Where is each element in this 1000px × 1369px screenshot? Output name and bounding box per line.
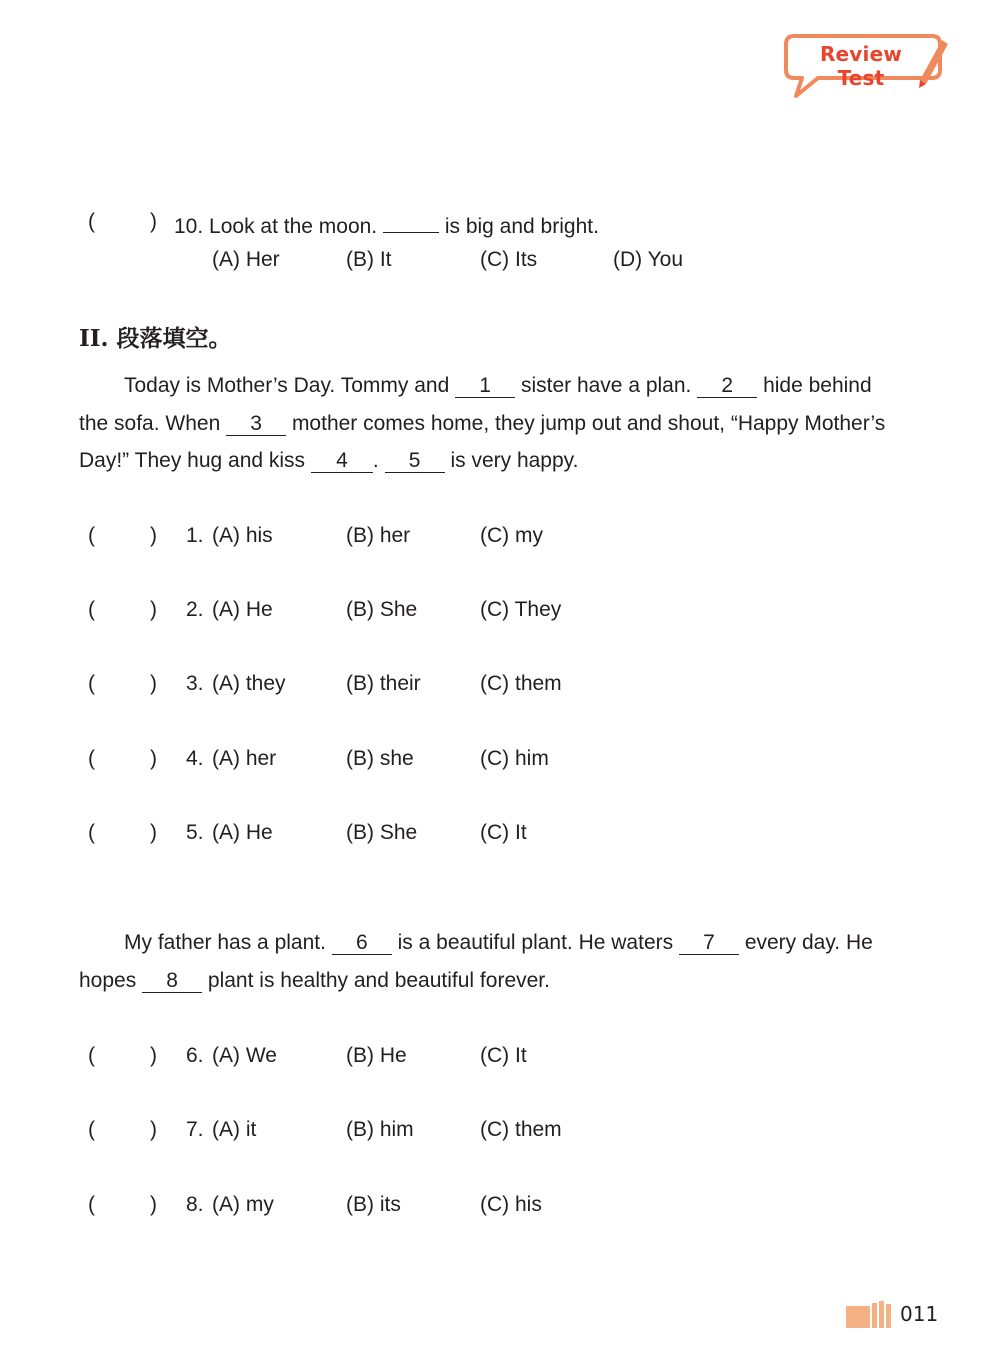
option-c[interactable]: (C) It bbox=[480, 1044, 527, 1067]
question-stem: 10. Look at the moon. is big and bright. bbox=[174, 209, 599, 240]
answer-paren-open[interactable]: ( bbox=[88, 524, 95, 547]
option-d[interactable]: (D) You bbox=[613, 248, 684, 271]
option-c[interactable]: (C) them bbox=[480, 672, 562, 695]
answer-paren-close: ) bbox=[150, 1044, 157, 1067]
option-b[interactable]: (B) their bbox=[346, 672, 421, 695]
option-b[interactable]: (B) her bbox=[346, 524, 411, 547]
option-a[interactable]: (A) We bbox=[212, 1044, 277, 1067]
option-a[interactable]: (A) He bbox=[212, 598, 273, 621]
page-number: 011 bbox=[900, 1302, 939, 1326]
blank-4: 4 bbox=[311, 449, 373, 473]
question-number: 6. bbox=[186, 1044, 204, 1067]
blank-8: 8 bbox=[142, 969, 202, 993]
option-b[interactable]: (B) him bbox=[346, 1118, 414, 1141]
answer-paren-close: ) bbox=[150, 747, 157, 770]
answer-paren-open[interactable]: ( bbox=[88, 1118, 95, 1141]
blank-6: 6 bbox=[332, 931, 392, 955]
question-number: 8. bbox=[186, 1193, 204, 1216]
option-c[interactable]: (C) They bbox=[480, 598, 562, 621]
answer-paren-open[interactable]: ( bbox=[88, 672, 95, 695]
answer-paren-close: ) bbox=[150, 672, 157, 695]
answer-paren-close: ) bbox=[150, 1118, 157, 1141]
answer-paren-open[interactable]: ( bbox=[88, 821, 95, 844]
option-c[interactable]: (C) him bbox=[480, 747, 549, 770]
blank-5: 5 bbox=[385, 449, 445, 473]
option-a[interactable]: (A) his bbox=[212, 524, 273, 547]
option-c[interactable]: (C) Its bbox=[480, 248, 538, 271]
option-b[interactable]: (B) It bbox=[346, 248, 392, 271]
blank-3: 3 bbox=[226, 412, 286, 436]
answer-paren-open[interactable]: ( bbox=[88, 747, 95, 770]
question-number: 2. bbox=[186, 598, 204, 621]
question-number: 1. bbox=[186, 524, 204, 547]
blank-7: 7 bbox=[679, 931, 739, 955]
option-b[interactable]: (B) He bbox=[346, 1044, 407, 1067]
option-b[interactable]: (B) she bbox=[346, 747, 414, 770]
answer-paren-open[interactable]: ( bbox=[88, 1193, 95, 1216]
option-a[interactable]: (A) my bbox=[212, 1193, 274, 1216]
passage-1: Today is Mother’s Day. Tommy and 1 sister have a plan. 2 hide behind the sofa. When 3 mother comes home, they jump out and shout, “Happy Mother’s Day!” They hug and kiss 4 . 5 is very happy. bbox=[79, 374, 886, 472]
answer-paren-close: ) bbox=[150, 598, 157, 621]
option-c[interactable]: (C) his bbox=[480, 1193, 542, 1216]
option-a[interactable]: (A) it bbox=[212, 1118, 257, 1141]
answer-blank bbox=[383, 209, 439, 233]
question-number: 4. bbox=[186, 747, 204, 770]
question-number: 3. bbox=[186, 672, 204, 695]
blank-1: 1 bbox=[455, 374, 515, 398]
books-icon bbox=[846, 1300, 896, 1328]
review-test-label: Review Test bbox=[819, 42, 903, 90]
option-c[interactable]: (C) It bbox=[480, 821, 527, 844]
answer-paren-close: ) bbox=[150, 1193, 157, 1216]
answer-paren-close: ) bbox=[150, 524, 157, 547]
option-c[interactable]: (C) them bbox=[480, 1118, 562, 1141]
answer-paren-open[interactable]: ( bbox=[88, 598, 95, 621]
answer-paren-open[interactable]: ( bbox=[88, 210, 95, 233]
answer-paren-close: ) bbox=[150, 821, 157, 844]
section-heading: II. 段落填空。 bbox=[79, 325, 232, 352]
option-a[interactable]: (A) they bbox=[212, 672, 286, 695]
answer-paren-close: ) bbox=[150, 210, 157, 233]
option-b[interactable]: (B) She bbox=[346, 821, 418, 844]
question-number: 7. bbox=[186, 1118, 204, 1141]
option-a[interactable]: (A) Her bbox=[212, 248, 280, 271]
option-c[interactable]: (C) my bbox=[480, 524, 543, 547]
option-a[interactable]: (A) He bbox=[212, 821, 273, 844]
option-b[interactable]: (B) its bbox=[346, 1193, 401, 1216]
option-a[interactable]: (A) her bbox=[212, 747, 277, 770]
blank-2: 2 bbox=[697, 374, 757, 398]
option-b[interactable]: (B) She bbox=[346, 598, 418, 621]
question-number: 5. bbox=[186, 821, 204, 844]
passage-2: My father has a plant. 6 is a beautiful plant. He waters 7 every day. He hopes 8 plant is healthy and beautiful forever. bbox=[79, 931, 873, 992]
answer-paren-open[interactable]: ( bbox=[88, 1044, 95, 1067]
